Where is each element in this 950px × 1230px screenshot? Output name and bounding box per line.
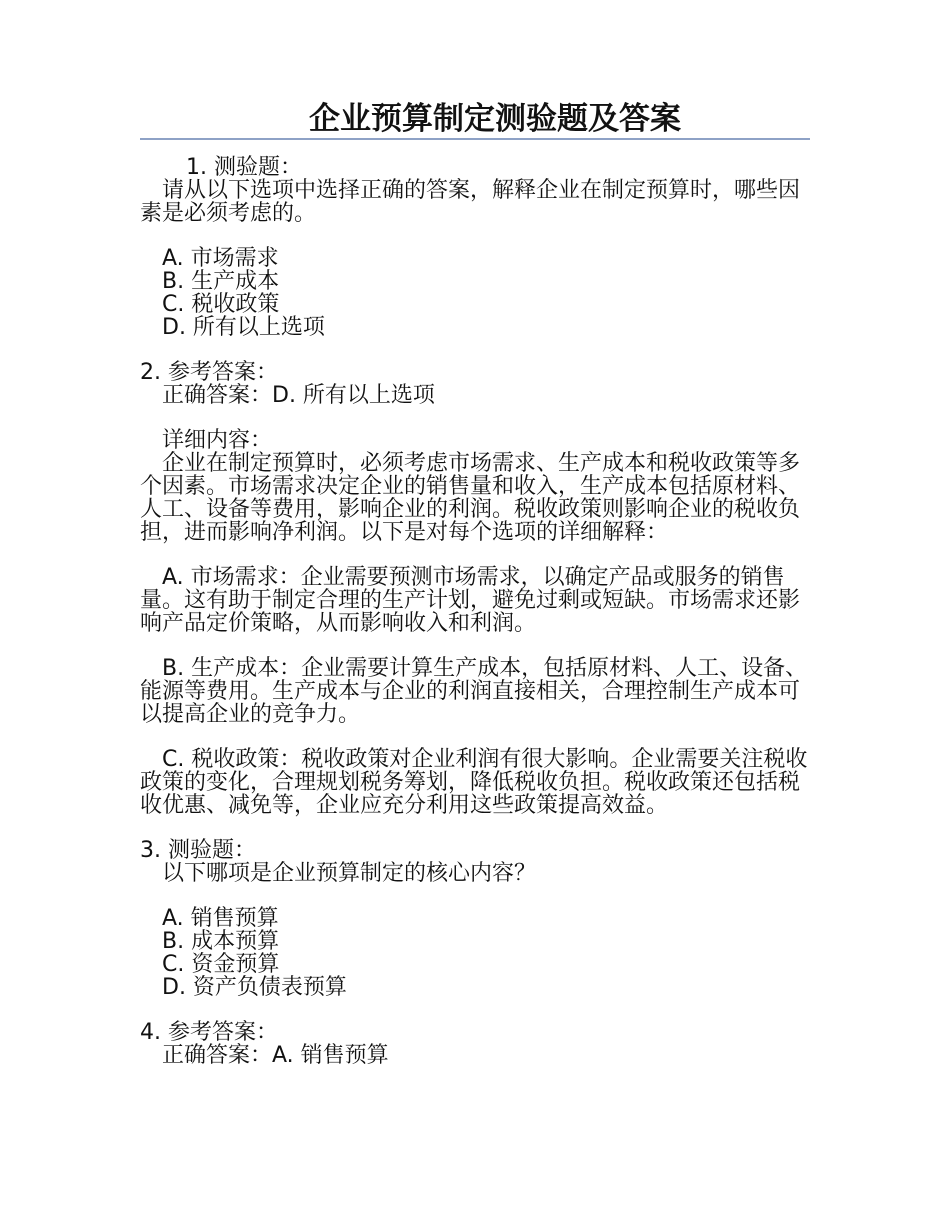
answer-2-detail-heading: 详细内容： — [162, 428, 273, 453]
question-3 — [140, 839, 810, 999]
question-1-option-b: B. 生产成本 — [162, 269, 280, 294]
answer-4-heading: 4. 参考答案： — [140, 1020, 278, 1045]
question-3-option-d: D. 资产负债表预算 — [162, 975, 347, 1000]
answer-2-explain-b: B. 生产成本：企业需要计算生产成本，包括原材料、人工、设备、能源等费用。生产成本与企业的利润直接相关，合理控制生产成本可以提高企业的竞争力。 — [140, 656, 808, 727]
question-3-option-b: B. 成本预算 — [162, 929, 280, 954]
question-3-option-a: A. 销售预算 — [162, 906, 279, 931]
question-1-prompt: 请从以下选项中选择正确的答案，解释企业在制定预算时，哪些因素是必须考虑的。 — [140, 178, 801, 226]
answer-2-detail: 企业在制定预算时，必须考虑市场需求、生产成本和税收政策等多个因素。市场需求决定企业的销售量和收入，生产成本包括原材料、人工、设备等费用，影响企业的利润。税收政策则影响企业的税收负担，进而影响净利润。以下是对每个选项的详细解释： — [140, 451, 801, 545]
question-1-option-c: C. 税收政策 — [162, 292, 280, 317]
answer-4 — [140, 1021, 810, 1067]
answer-2-explain-c: C. 税收政策：税收政策对企业利润有很大影响。企业需要关注税收政策的变化，合理规划税务筹划，降低税收负担。税收政策还包括税收优惠、减免等，企业应充分利用这些政策提高效益。 — [140, 747, 808, 818]
answer-2-explain-a: A. 市场需求：企业需要预测市场需求，以确定产品或服务的销售量。这有助于制定合理的生产计划，避免过剩或短缺。市场需求还影响产品定价策略，从而影响收入和利润。 — [140, 565, 801, 636]
question-1 — [140, 156, 810, 339]
question-1-heading: 1. 测验题： — [186, 155, 302, 180]
answer-2-correct: 正确答案：D. 所有以上选项 — [162, 383, 435, 408]
answer-4-correct: 正确答案：A. 销售预算 — [162, 1043, 389, 1068]
title-underline — [140, 138, 810, 140]
answer-2 — [140, 361, 810, 817]
question-3-heading: 3. 测验题： — [140, 838, 256, 863]
question-1-option-a: A. 市场需求 — [162, 246, 279, 271]
answer-2-heading: 2. 参考答案： — [140, 360, 278, 385]
question-3-prompt: 以下哪项是企业预算制定的核心内容？ — [162, 861, 537, 886]
question-1-option-d: D. 所有以上选项 — [162, 315, 325, 340]
question-3-option-c: C. 资金预算 — [162, 952, 280, 977]
document-page — [140, 100, 810, 1067]
document-title: 企业预算制定测验题及答案 — [309, 101, 681, 137]
